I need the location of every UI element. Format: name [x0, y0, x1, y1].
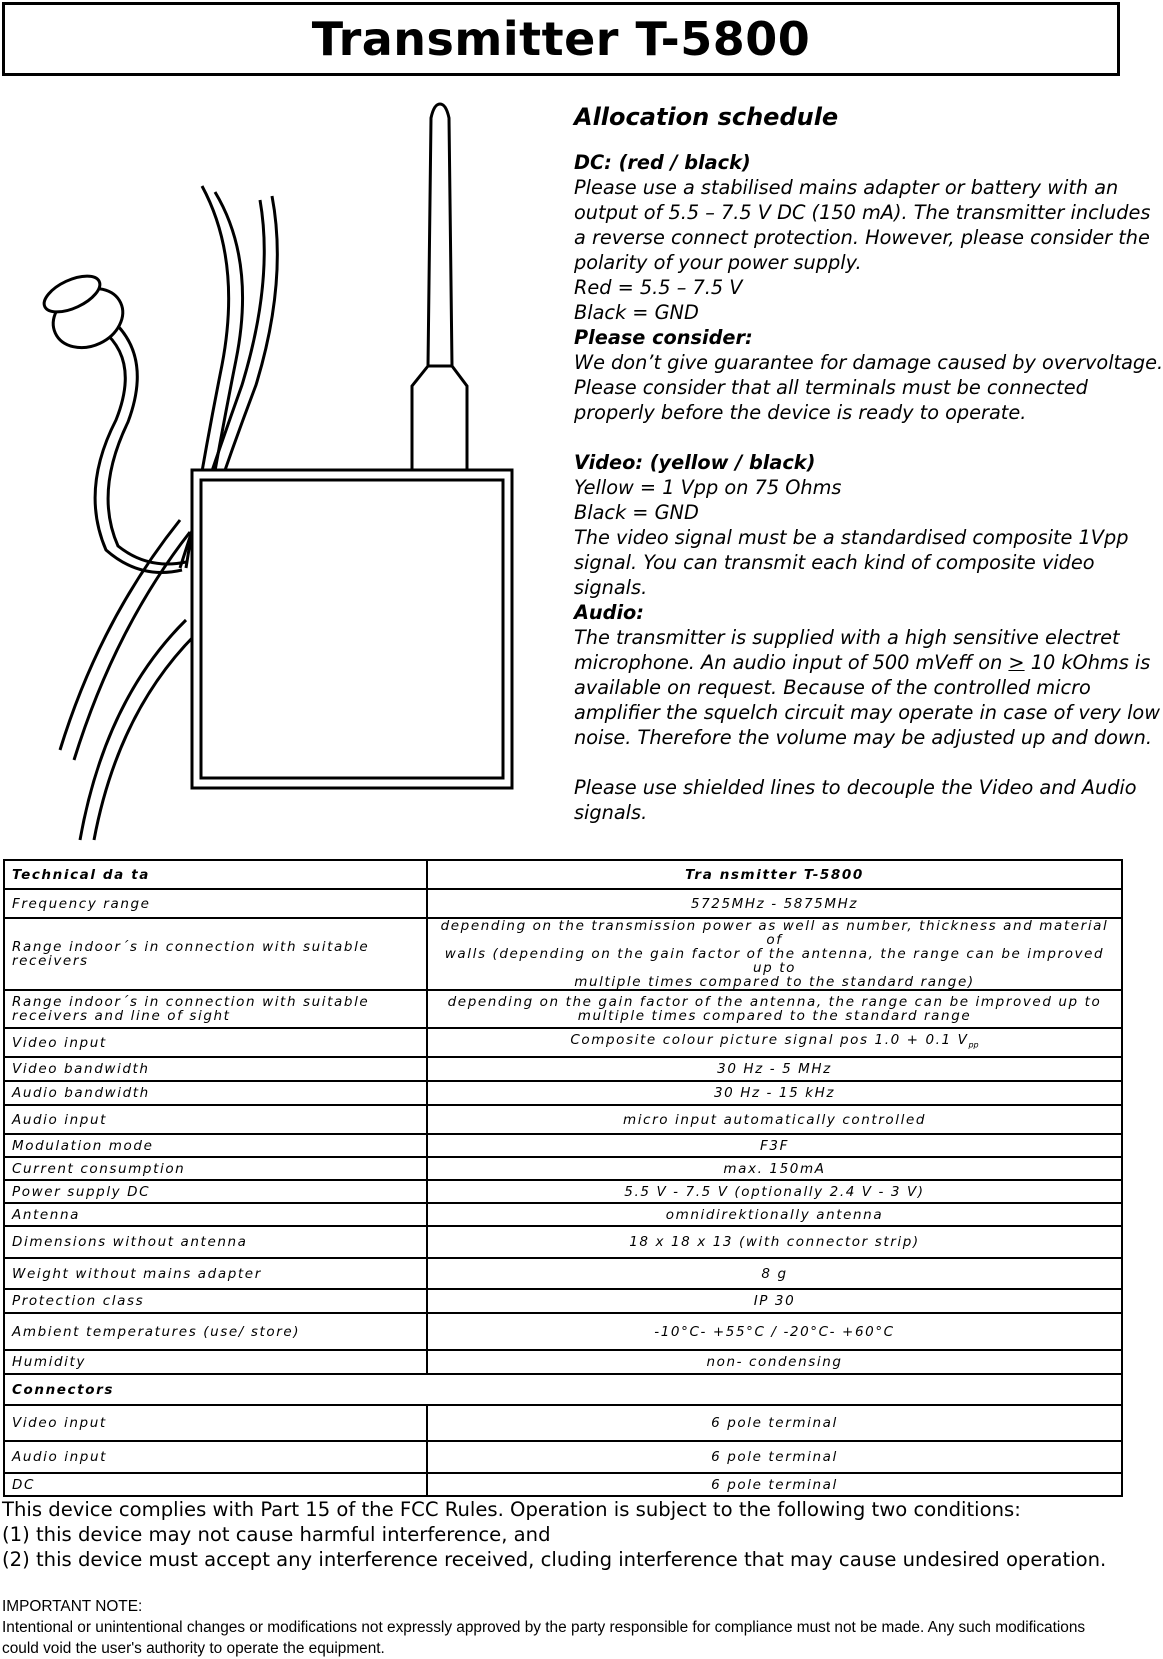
technical-data-table — [3, 859, 1123, 1497]
table-cell-value: omnidirektionally antenna — [427, 1203, 1122, 1226]
fcc-line: This device complies with Part 15 of the FCC Rules. Operation is subject to the following two conditions: — [2, 1498, 1021, 1521]
table-cell-value: non- condensing — [427, 1350, 1122, 1374]
table-row — [4, 1105, 1122, 1134]
audio-line: The transmitter is supplied with a high sensitive electret — [574, 626, 1120, 649]
consider-line: We don’t give guarantee for damage caused by overvoltage. — [574, 351, 1163, 374]
table-row — [4, 918, 1122, 990]
video-line: Black = GND — [574, 501, 699, 524]
dc-heading: DC: (red / black) — [574, 151, 751, 174]
table-row — [4, 1180, 1122, 1203]
value-text: Composite colour picture signal pos 1.0 + 0.1 V — [570, 1031, 969, 1048]
table-row — [4, 1473, 1122, 1496]
value-line: walls (depending on the gain factor of the antenna, the range can be improved up to — [444, 946, 1105, 976]
table-cell-value — [427, 990, 1122, 1028]
table-cell-label: Antenna — [4, 1203, 427, 1226]
table-cell-label — [4, 918, 427, 990]
schedule-heading: Allocation schedule — [574, 103, 839, 131]
table-cell-label: Current consumption — [4, 1157, 427, 1180]
audio-heading: Audio: — [574, 601, 645, 624]
label-line: receivers and line of sight — [12, 1008, 231, 1024]
important-note — [2, 1596, 1122, 1659]
table-cell-value: 6 pole terminal — [427, 1473, 1122, 1496]
shield-line: signals. — [574, 801, 648, 824]
table-row — [4, 1258, 1122, 1289]
audio-line-part: 10 kOhms is — [1024, 651, 1151, 674]
audio-line — [574, 650, 1151, 675]
table-row — [4, 1157, 1122, 1180]
table-cell-label: Weight without mains adapter — [4, 1258, 427, 1289]
table-cell-label: Technical da ta — [4, 860, 427, 889]
dc-line: Black = GND — [574, 301, 699, 324]
table-cell-label — [4, 990, 427, 1028]
table-cell-value — [427, 1028, 1122, 1057]
table-cell-value: Tra nsmitter T-5800 — [427, 860, 1122, 889]
table-cell-value: 18 x 18 x 13 (with connector strip) — [427, 1226, 1122, 1258]
table-cell-value: 5.5 V - 7.5 V (optionally 2.4 V - 3 V) — [427, 1180, 1122, 1203]
table-cell-label: Video input — [4, 1405, 427, 1441]
value-line: multiple times compared to the standard range) — [574, 974, 975, 990]
value-subscript: pp — [968, 1040, 979, 1050]
consider-line: Please consider that all terminals must be connected — [574, 376, 1088, 399]
dc-line: polarity of your power supply. — [574, 251, 862, 274]
dc-line: a reverse connect protection. However, please consider the — [574, 226, 1150, 249]
table-cell-label: Frequency range — [4, 889, 427, 918]
value-line: depending on the gain factor of the antenna, the range can be improved up to — [447, 994, 1102, 1010]
consider-line: properly before the device is ready to operate. — [574, 401, 1027, 424]
table-cell-label: Dimensions without antenna — [4, 1226, 427, 1258]
video-line: Yellow = 1 Vpp on 75 Ohms — [574, 476, 842, 499]
table-cell-value: 5725MHz - 5875MHz — [427, 889, 1122, 918]
fcc-statement — [2, 1497, 1122, 1572]
table-row — [4, 1313, 1122, 1350]
spacer — [574, 425, 1126, 450]
table-cell-label: Power supply DC — [4, 1180, 427, 1203]
audio-line: noise. Therefore the volume may be adjusted up and down. — [574, 726, 1153, 749]
value-line: multiple times compared to the standard range — [577, 1008, 972, 1024]
table-cell-value: 30 Hz - 15 kHz — [427, 1081, 1122, 1105]
table-row — [4, 990, 1122, 1028]
table-cell-value: 6 pole terminal — [427, 1441, 1122, 1473]
table-cell-value: F3F — [427, 1134, 1122, 1157]
table-row — [4, 1289, 1122, 1313]
table-cell-value — [427, 918, 1122, 990]
table-cell-value: IP 30 — [427, 1289, 1122, 1313]
video-line: signal. You can transmit each kind of composite video — [574, 551, 1095, 574]
table-cell-label: Audio bandwidth — [4, 1081, 427, 1105]
table-row — [4, 1203, 1122, 1226]
connectors-heading-row — [4, 1374, 1122, 1405]
video-line: The video signal must be a standardised composite 1Vpp — [574, 526, 1129, 549]
table-header-row — [4, 860, 1122, 889]
connectors-heading: Connectors — [4, 1374, 1122, 1405]
dc-line: Red = 5.5 – 7.5 V — [574, 276, 743, 299]
table-cell-label: Video input — [4, 1028, 427, 1057]
value-line: depending on the transmission power as well as number, thickness and material of — [440, 918, 1109, 948]
table-cell-label: Audio input — [4, 1441, 427, 1473]
table-row — [4, 1028, 1122, 1057]
table-row — [4, 1226, 1122, 1258]
title-box — [2, 2, 1120, 76]
label-line: Range indoor´s in connection with suitable — [12, 994, 370, 1010]
table-cell-value: 6 pole terminal — [427, 1405, 1122, 1441]
greater-equal-sign: > — [1008, 651, 1025, 674]
table-cell-label: Protection class — [4, 1289, 427, 1313]
table-row — [4, 1081, 1122, 1105]
table-cell-label: Ambient temperatures (use/ store) — [4, 1313, 427, 1350]
audio-line: available on request. Because of the controlled micro — [574, 676, 1091, 699]
table-cell-label: DC — [4, 1473, 427, 1496]
page-title: Transmitter T-5800 — [311, 12, 811, 66]
allocation-schedule — [574, 100, 1163, 825]
fcc-line: (2) this device must accept any interference received, cluding interference that may cause undesired operation. — [2, 1548, 1107, 1571]
shield-line: Please use shielded lines to decouple the Video and Audio — [574, 776, 1137, 799]
table-row — [4, 1441, 1122, 1473]
video-heading: Video: (yellow / black) — [574, 451, 816, 474]
audio-line: amplifier the squelch circuit may operate in case of very low — [574, 701, 1160, 724]
label-line: receivers — [12, 953, 89, 969]
dc-line: Please use a stabilised mains adapter or battery with an — [574, 176, 1119, 199]
table-row — [4, 1350, 1122, 1374]
label-line: Range indoor´s in connection with suitable — [12, 939, 370, 955]
fcc-line: (1) this device may not cause harmful interference, and — [2, 1523, 551, 1546]
transmitter-illustration — [20, 100, 540, 840]
housing-outer — [192, 470, 512, 788]
table-cell-value: 8 g — [427, 1258, 1122, 1289]
table-cell-label: Modulation mode — [4, 1134, 427, 1157]
table-cell-label: Humidity — [4, 1350, 427, 1374]
table-cell-value: micro input automatically controlled — [427, 1105, 1122, 1134]
antenna-tip — [428, 104, 452, 366]
table-row — [4, 1405, 1122, 1441]
note-heading: IMPORTANT NOTE: — [2, 1598, 143, 1615]
table-cell-value: 30 Hz - 5 MHz — [427, 1057, 1122, 1081]
table-row — [4, 1134, 1122, 1157]
table-cell-value: -10°C- +55°C / -20°C- +60°C — [427, 1313, 1122, 1350]
dc-line: output of 5.5 – 7.5 V DC (150 mA). The transmitter includes — [574, 201, 1151, 224]
video-line: signals. — [574, 576, 648, 599]
table-row — [4, 1057, 1122, 1081]
table-cell-label: Audio input — [4, 1105, 427, 1134]
table-cell-label: Video bandwidth — [4, 1057, 427, 1081]
spacer — [574, 750, 1126, 775]
table-cell-value: max. 150mA — [427, 1157, 1122, 1180]
note-text: Intentional or unintentional changes or modifications not expressly approved by the party responsible for compliance must not be made. Any such modifications could void the user's authority to operate the equipment. — [2, 1619, 1086, 1657]
table-row — [4, 889, 1122, 918]
audio-line-part: microphone. An audio input of 500 mVeff on — [574, 651, 1009, 674]
consider-heading: Please consider: — [574, 326, 753, 349]
